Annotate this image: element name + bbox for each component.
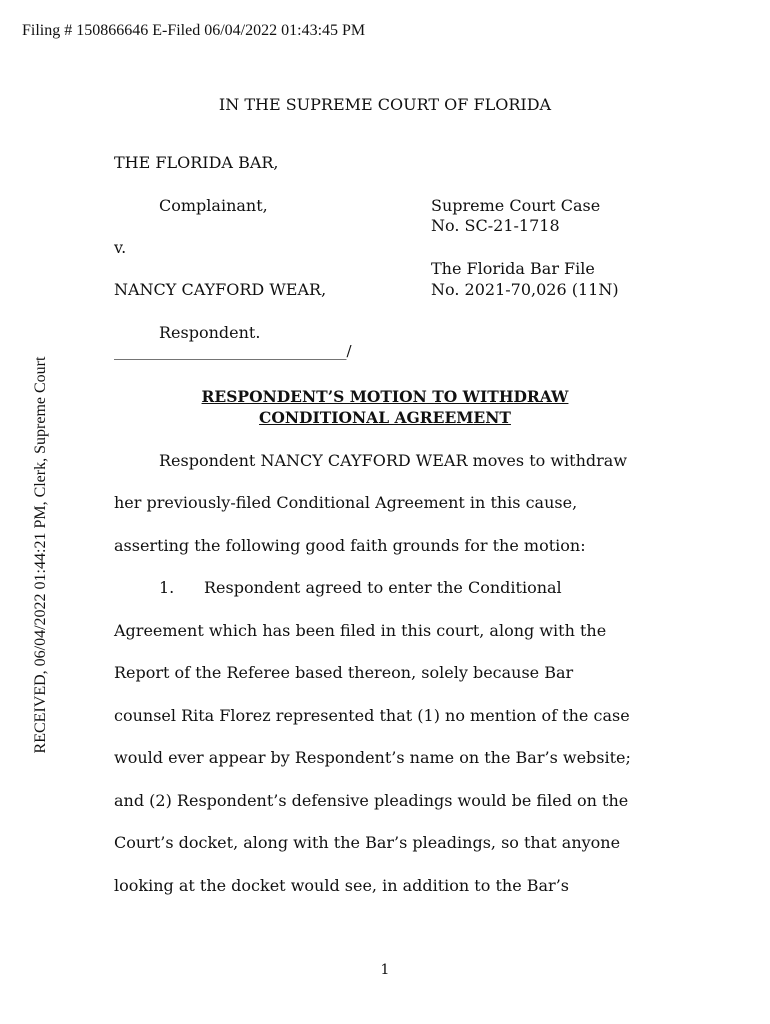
- intro-line-3: asserting the following good faith grounds for the motion:: [114, 536, 586, 555]
- complainant-role: Complainant,: [159, 196, 268, 215]
- item-1-line-5: would ever appear by Respondent’s name on the Bar’s website;: [114, 748, 631, 767]
- item-1-line-1: Respondent agreed to enter the Conditional: [204, 578, 562, 597]
- respondent-name: NANCY CAYFORD WEAR,: [114, 280, 327, 299]
- filing-stamp: Filing # 150866646 E-Filed 06/04/2022 01:43:45 PM: [22, 22, 366, 39]
- item-1-line-8: looking at the docket would see, in addition to the Bar’s: [114, 876, 569, 895]
- item-1-line-4: counsel Rita Florez represented that (1) no mention of the case: [114, 706, 630, 725]
- case-label: Supreme Court Case: [431, 196, 601, 215]
- item-1-line-2: Agreement which has been filed in this court, along with the: [114, 621, 607, 640]
- item-1-line-6: and (2) Respondent’s defensive pleadings would be filed on the: [114, 791, 629, 810]
- motion-title-line-1: RESPONDENT’S MOTION TO WITHDRAW: [201, 387, 569, 406]
- complainant-name: THE FLORIDA BAR,: [114, 153, 279, 172]
- case-number: No. SC-21-1718: [431, 216, 560, 235]
- signature-rule: _______________________________/: [114, 342, 352, 360]
- bar-file-number: No. 2021-70,026 (11N): [431, 280, 619, 299]
- intro-line-1: Respondent NANCY CAYFORD WEAR moves to withdraw: [159, 451, 628, 470]
- received-stamp: RECEIVED, 06/04/2022 01:44:21 PM, Clerk, Supreme Court: [32, 356, 49, 754]
- page-number: 1: [380, 962, 390, 978]
- item-1-number: 1.: [159, 578, 175, 597]
- item-1-line-7: Court’s docket, along with the Bar’s pleadings, so that anyone: [114, 833, 621, 852]
- intro-line-2: her previously-filed Conditional Agreement in this cause,: [114, 493, 578, 512]
- bar-file-label: The Florida Bar File: [431, 259, 595, 278]
- respondent-role: Respondent.: [159, 323, 261, 342]
- item-1-line-3: Report of the Referee based thereon, solely because Bar: [114, 663, 574, 682]
- court-title: IN THE SUPREME COURT OF FLORIDA: [218, 95, 552, 114]
- versus: v.: [114, 238, 127, 257]
- motion-title-line-2: CONDITIONAL AGREEMENT: [259, 408, 511, 427]
